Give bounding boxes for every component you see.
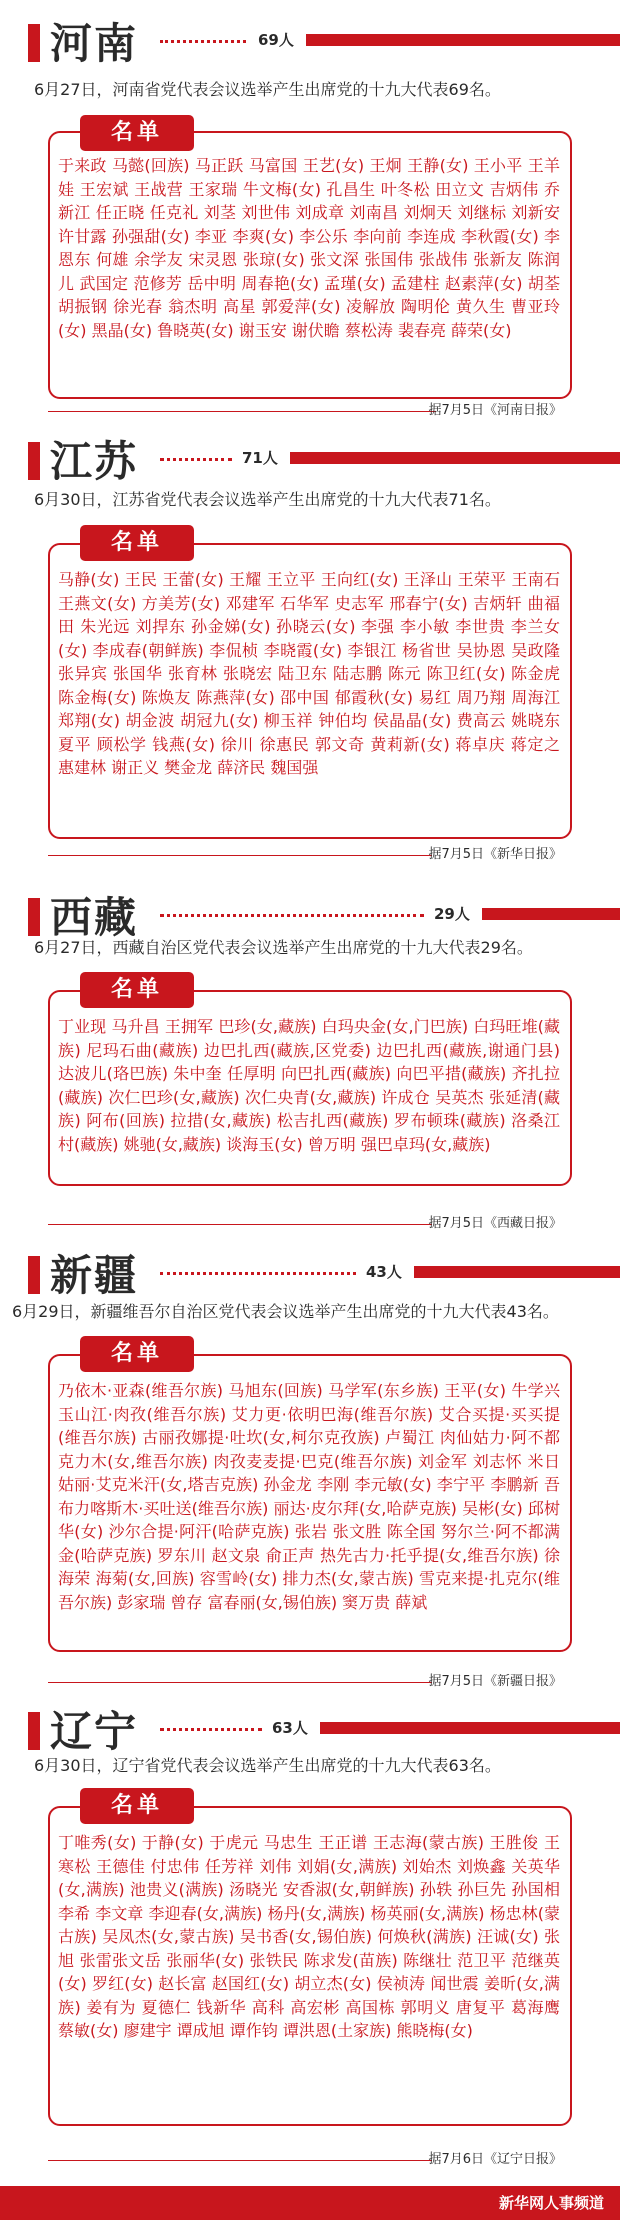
- name-list: 乃依木·亚森(维吾尔族) 马旭东(回族) 马学军(东乡族) 王平(女) 牛学兴 玉山江·肉孜(维吾尔族) 艾力更·依明巴海(维吾尔族) 艾合买提·买买提(维吾尔族) 古丽孜娜提·吐坎(女,柯尔克孜族) 卢蜀江 肉仙姑力·阿不都克力木(女,维吾尔族) 肉孜麦麦提·巴克(维吾尔族) 刘金军 刘志怀 米日姑丽·艾克米汗(女,塔吉克族) 孙金龙 李刚 李元敏(女) 李宁平 李鹏新 吾布力喀斯木·买吐送(维吾尔族) 丽达·皮尔拜(女,哈萨克族) 吴彬(女) 邱树华(女) 沙尔合提·阿汗(哈萨克族) 张岩 张文胜 陈全国 努尔兰·阿不都满金(哈萨克族) 罗东川 赵文泉 俞正声 热先古力·托乎提(女,维吾尔族) 徐海荣 海菊(女,回族) 容雪岭(女) 排力杰(女,蒙古族) 雪克来提·扎克尔(维吾尔族) 彭家瑞 曾存 富春丽(女,锡伯族) 窦万贵 薛斌: [58, 1381, 560, 1612]
- dotted-line: [160, 40, 246, 43]
- name-list-tag: 名单: [80, 525, 194, 561]
- section-title: 辽宁: [50, 1707, 139, 1756]
- footer-bar: [0, 2186, 620, 2220]
- dotted-line: [160, 914, 424, 917]
- source-note: 据7月5日《新疆日报》: [428, 1674, 562, 1689]
- name-list: 丁唯秀(女) 于静(女) 于虎元 马忠生 王正谱 王志海(蒙古族) 王胜俊 王寒松 王德佳 付忠伟 任芳祥 刘伟 刘娟(女,满族) 刘始杰 刘焕鑫 关英华(女,满族) 池贵义(满族) 汤晓光 安香淑(女,朝鲜族) 孙轶 孙巨先 孙国相 李希 李文章 李迎春(女,满族) 杨丹(女,满族) 杨英丽(女,满族) 杨忠林(蒙古族) 吴凤杰(女,蒙古族) 吴书香(女,锡伯族) 何焕秋(满族) 汪诚(女) 张旭 张雷张文岳 张丽华(女) 张铁民 陈求发(苗族) 陈继壮 范卫平 范继英(女) 罗红(女) 赵长富 赵国红(女) 胡立杰(女) 侯祯涛 闻世震 姜昕(女,满族) 姜有为 夏德仁 钱新华 高科 高宏彬 高国栋 郭明义 唐复平 葛海鹰 蔡敏(女) 廖建宇 谭成旭 谭作钧 谭洪恩(土家族) 熊晓梅(女): [58, 1833, 560, 2040]
- section-intro: 6月27日，河南省党代表会议选举产生出席党的十九大代表69名。: [34, 80, 501, 99]
- source-divider: [48, 855, 432, 856]
- section-header: [0, 14, 620, 74]
- section-title: 河南: [50, 19, 139, 68]
- delegate-count: 63人: [272, 1719, 308, 1737]
- section-intro: 6月30日，江苏省党代表会议选举产生出席党的十九大代表71名。: [34, 490, 501, 509]
- source-divider: [48, 1682, 432, 1683]
- name-list-tag: 名单: [80, 1336, 194, 1372]
- source-divider: [48, 2160, 432, 2161]
- section-title: 江苏: [50, 437, 139, 486]
- delegate-count: 69人: [258, 31, 294, 49]
- red-bar: [28, 898, 40, 936]
- name-list-tag: 名单: [80, 972, 194, 1008]
- name-list: 于来政 马懿(回族) 马正跃 马富国 王艺(女) 王炯 王静(女) 王小平 王羊娃 王宏斌 王战营 王家瑞 牛文梅(女) 孔昌生 叶冬松 田立文 吉炳伟 乔新江 任正晓 任克礼 刘茎 刘世伟 刘成章 刘南昌 刘炯天 刘继标 刘新安 许甘露 孙强甜(女) 李亚 李爽(女) 李公乐 李向前 李连成 李秋霞(女) 李恩东 何雄 余学友 宋灵恩 张琼(女) 张文深 张国伟 张战伟 张新友 陈润儿 武国定 范修芳 岳中明 周春艳(女) 孟瑾(女) 孟建柱 赵素萍(女) 胡荃 胡振钢 徐光春 翁杰明 高星 郭爱萍(女) 凌解放 陶明伦 黄久生 曹亚玲(女) 黑晶(女) 鲁晓英(女) 谢玉安 谢伏瞻 蔡松涛 裴春亮 薛荣(女): [58, 156, 560, 340]
- section-header: [0, 432, 620, 492]
- dotted-line: [160, 1728, 262, 1731]
- delegate-count: 71人: [242, 449, 278, 467]
- section-title: 西藏: [50, 893, 139, 942]
- section-henan: [0, 14, 620, 434]
- red-bar: [28, 442, 40, 480]
- footer-channel-label: 新华网人事频道: [498, 2194, 604, 2212]
- right-bar: [320, 1722, 620, 1734]
- section-tibet: [0, 888, 620, 1231]
- section-header: [0, 1702, 620, 1762]
- source-note: 据7月5日《河南日报》: [428, 403, 562, 418]
- right-bar: [306, 34, 620, 46]
- dotted-line: [160, 1272, 356, 1275]
- right-bar: [414, 1266, 620, 1278]
- delegate-count: 29人: [434, 905, 470, 923]
- section-header: [0, 1246, 620, 1306]
- source-divider: [48, 1224, 432, 1225]
- section-xinjiang: [0, 1246, 620, 1689]
- right-bar: [482, 908, 620, 920]
- source-note: 据7月5日《新华日报》: [428, 847, 562, 862]
- right-bar: [290, 452, 620, 464]
- section-intro: 6月29日，新疆维吾尔自治区党代表会议选举产生出席党的十九大代表43名。: [12, 1302, 559, 1321]
- red-bar: [28, 24, 40, 62]
- section-liaoning: [0, 1702, 620, 2182]
- name-list-tag: 名单: [80, 1788, 194, 1824]
- source-note: 据7月5日《西藏日报》: [428, 1216, 562, 1231]
- source-divider: [48, 411, 436, 412]
- section-intro: 6月30日，辽宁省党代表会议选举产生出席党的十九大代表63名。: [34, 1756, 501, 1775]
- section-intro: 6月27日，西藏自治区党代表会议选举产生出席党的十九大代表29名。: [34, 938, 533, 957]
- section-title: 新疆: [50, 1251, 139, 1300]
- delegate-count: 43人: [366, 1263, 402, 1281]
- section-jiangsu: [0, 432, 620, 880]
- name-list: 马静(女) 王民 王蕾(女) 王耀 王立平 王向红(女) 王泽山 王荣平 王南石 王燕文(女) 方美芳(女) 邓建军 石华军 史志军 邢春宁(女) 吉炳轩 曲福田 朱光远 刘捍东 孙金娣(女) 孙晓云(女) 李强 李小敏 李世贵 李兰女(女) 李成春(朝鲜族) 李侃桢 李晓霞(女) 李银江 杨省世 吴协恩 吴政隆 张异宾 张国华 张育林 张晓宏 陆卫东 陆志鹏 陈元 陈卫红(女) 陈金虎 陈金梅(女) 陈焕友 陈燕萍(女) 邵中国 郁霞秋(女) 易红 周乃翔 周海江 郑翔(女) 胡金波 胡冠九(女) 柳玉祥 钟伯均 侯晶晶(女) 费高云 姚晓东 夏平 顾松学 钱燕(女) 徐川 徐惠民 郭文奇 黄莉新(女) 蒋卓庆 蒋定之 惠建林 谢正义 樊金龙 薛济民 魏国强: [58, 570, 560, 777]
- red-bar: [28, 1256, 40, 1294]
- dotted-line: [160, 458, 232, 461]
- name-list: 丁业现 马升昌 王拥军 巴珍(女,藏族) 白玛央金(女,门巴族) 白玛旺堆(藏族) 尼玛石曲(藏族) 边巴扎西(藏族,区党委) 边巴扎西(藏族,谢通门县) 达波儿(珞巴族) 朱中奎 任厚明 向巴扎西(藏族) 向巴平措(藏族) 齐扎拉(藏族) 次仁巴珍(女,藏族) 次仁央青(女,藏族) 许成仓 吴英杰 张延清(藏族) 阿布(回族) 拉措(女,藏族) 松吉扎西(藏族) 罗布顿珠(藏族) 洛桑江村(藏族) 姚驰(女,藏族) 谈海玉(女) 曾万明 强巴卓玛(女,藏族): [58, 1017, 560, 1154]
- source-note: 据7月6日《辽宁日报》: [428, 2152, 562, 2167]
- name-list-tag: 名单: [80, 115, 194, 151]
- red-bar: [28, 1712, 40, 1750]
